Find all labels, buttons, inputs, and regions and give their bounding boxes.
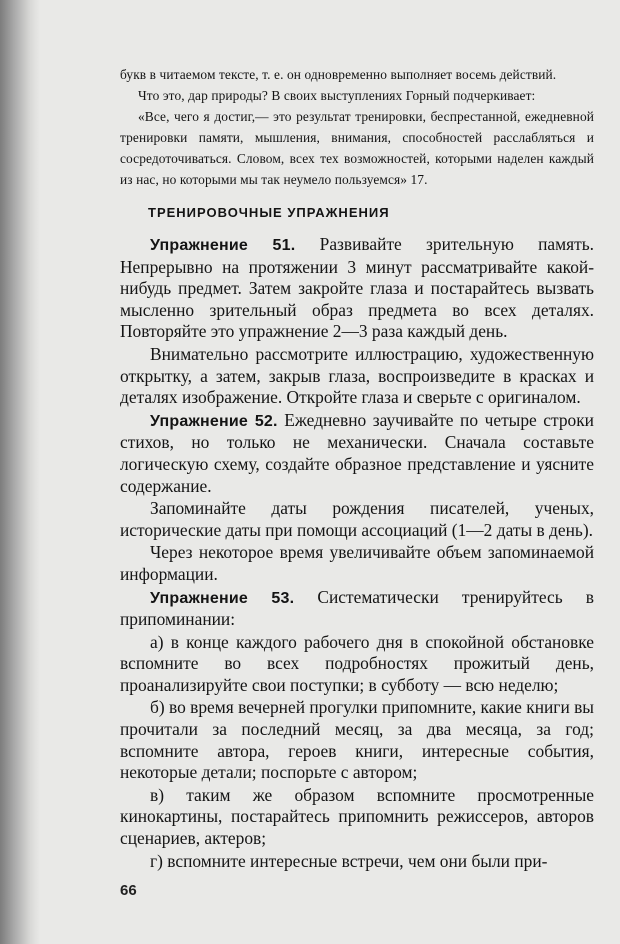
paragraph-quote: «Все, чего я достиг,— это результат тренировки, беспрестанной, ежедневной тренировки памяти, мышления, внимания, способностей расслабляться и сосредоточиваться. Словом, всех тех возможностей, которыми наделен каждый из нас, но которыми мы так неумело пользуемся» 17. bbox=[120, 109, 594, 187]
section-heading: ТРЕНИРОВОЧНЫЕ УПРАЖНЕНИЯ bbox=[148, 205, 390, 220]
exercise-51 bbox=[120, 234, 594, 343]
paragraph-continuation: букв в читаемом тексте, т. е. он одновременно выполняет восемь действий. bbox=[120, 67, 557, 82]
exercise-53-item-d: г) вспомните интересные встречи, чем они были при- bbox=[150, 850, 548, 871]
exercise-53-item-c: в) таким же образом вспомните просмотренные кинокартины, постарайтесь припомнить режиссеров, авторов сценариев, актеров; bbox=[120, 784, 594, 849]
page-binding-shadow bbox=[0, 0, 40, 944]
paragraph-question: Что это, дар природы? В своих выступлениях Горный подчеркивает: bbox=[138, 88, 536, 103]
page-content bbox=[120, 64, 594, 872]
exercise-52-paragraph-2: Запоминайте даты рождения писателей, ученых, исторические даты при помощи ассоциаций (1—2 даты в день). bbox=[120, 498, 594, 540]
exercise-52-label: Упражнение 52. bbox=[150, 412, 278, 430]
page-number: 66 bbox=[120, 882, 137, 899]
exercise-53-text: Систематически тренируйтесь в припоминании: bbox=[120, 586, 594, 630]
exercise-53-label: Упражнение 53. bbox=[150, 589, 295, 607]
exercise-53-item-a: а) в конце каждого рабочего дня в спокойной обстановке вспомните во всех подробностях прожитый день, проанализируйте свои поступки; в субботу — всю неделю; bbox=[120, 631, 594, 695]
exercise-51-text: Развивайте зрительную память. Непрерывно на протяжении 3 минут рассматривайте какой-нибудь предмет. Затем закройте глаза и постарайтесь вызвать мысленно зрительный образ предмета во всех деталях. Повторяйте это упражнение 2—3 раза каждый день. bbox=[120, 234, 594, 342]
exercise-52-paragraph-3: Через некоторое время увеличивайте объем запоминаемой информации. bbox=[120, 542, 594, 584]
exercise-52-text: Ежедневно заучивайте по четыре строки стихов, но только не механически. Сначала составьте логическую схему, создайте образное представление и уясните содержание. bbox=[120, 409, 594, 496]
exercise-52 bbox=[120, 410, 594, 497]
exercise-53 bbox=[120, 587, 594, 631]
exercise-53-item-b: б) во время вечерней прогулки припомните, какие книги вы прочитали за последний месяц, за два месяца, за год; вспомните автора, героев книги, интересные события, некоторые детали; поспорьте с автором; bbox=[120, 697, 594, 783]
exercise-51-label: Упражнение 51. bbox=[150, 237, 296, 254]
exercise-51-paragraph-2: Внимательно рассмотрите иллюстрацию, художественную открытку, а затем, закрыв глаза, воспроизведите в красках и деталях изображение. Откройте глаза и сверьте с оригиналом. bbox=[120, 343, 594, 408]
